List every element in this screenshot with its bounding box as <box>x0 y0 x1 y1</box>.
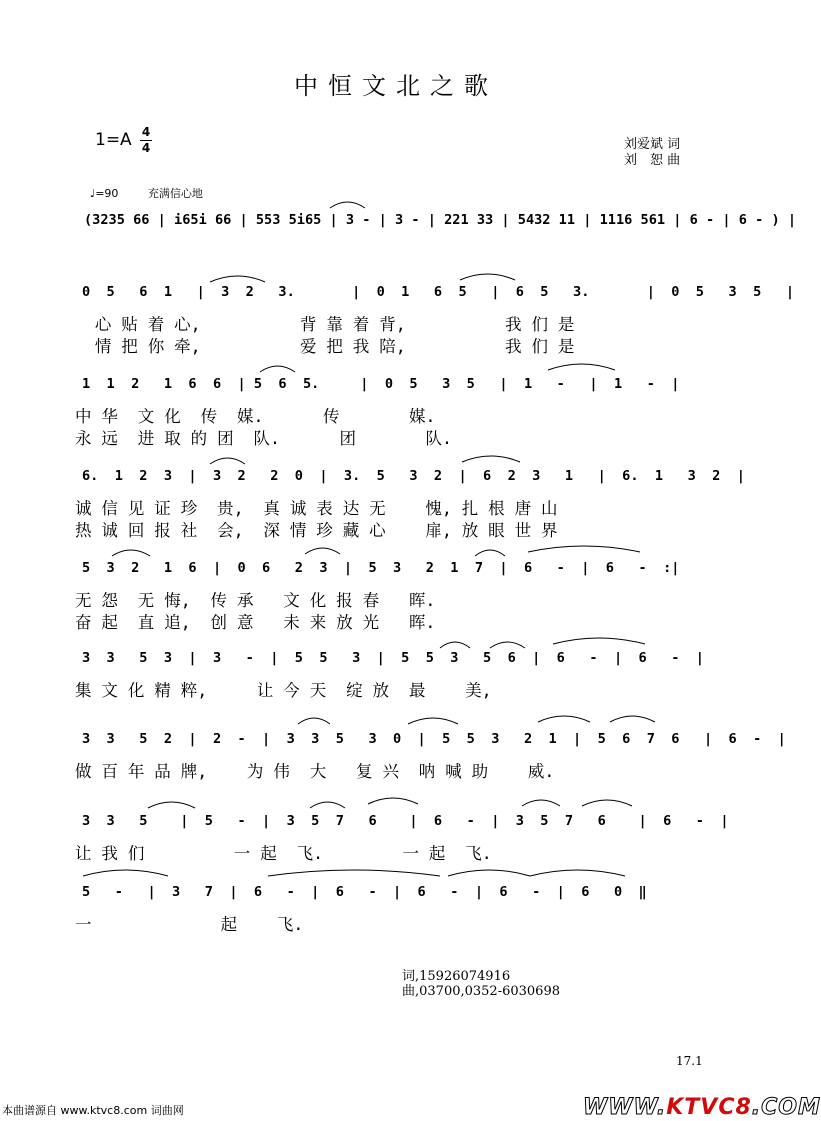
notation-row-2: 0 5 6 1 | 3 2 3. | 0 1 6 5 | 6 5 3. | 0 5 3 5 | <box>82 284 795 300</box>
slur-arc <box>462 456 520 462</box>
notation-row-6: 3 3 5 3 | 3 - | 5 5 3 | 5 5 3 5 6 | 6 - | 6 - | <box>82 650 704 666</box>
slur-arc <box>548 364 615 370</box>
tempo-expression: 充满信心地 <box>147 187 203 200</box>
slur-arc <box>210 276 265 282</box>
slur-arc <box>448 870 530 876</box>
slur-arc <box>408 718 458 724</box>
contact-lyricist: 词,15926074916 <box>402 969 511 984</box>
slur-arc <box>310 802 345 808</box>
key-signature: 1=A <box>95 130 132 150</box>
lyric-row-4-verse-2: 热 诚 回 报 社 会, 深 情 珍 藏 心 扉, 放 眼 世 界 <box>75 521 558 540</box>
footer-logo-www: WWW. <box>583 1095 667 1120</box>
notation-row-9: 5 - | 3 7 | 6 - | 6 - | 6 - | 6 - | 6 0 ‖ <box>82 884 647 900</box>
lyric-row-6-verse-1: 集 文 化 精 粹, 让 今 天 绽 放 最 美, <box>75 681 492 700</box>
lyricist-credit: 刘爱斌 词 <box>624 137 681 152</box>
contact-composer: 曲,03700,0352-6030698 <box>402 984 560 999</box>
slur-arc <box>298 718 330 724</box>
slur-arc <box>538 716 590 722</box>
slur-arc <box>440 642 470 648</box>
slur-arc <box>148 802 195 808</box>
slur-arc <box>210 458 245 464</box>
notation-row-5: 5 3 2 1 6 | 0 6 2 3 | 5 3 2 1 7 | 6 - | 6 - :| <box>82 560 680 576</box>
slur-arc <box>475 550 505 556</box>
slur-arc <box>553 638 645 644</box>
slur-arc <box>530 870 625 876</box>
slur-arc <box>330 202 365 208</box>
slur-arc <box>582 800 632 806</box>
lyric-row-4-verse-1: 诚 信 见 证 珍 贵, 真 诚 表 达 无 愧, 扎 根 唐 山 <box>75 499 558 518</box>
slur-arc <box>260 366 295 372</box>
slur-arc <box>305 548 340 554</box>
notation-row-7: 3 3 5 2 | 2 - | 3 3 5 3 0 | 5 5 3 2 1 | 5 6 7 6 | 6 - | <box>82 731 786 747</box>
lyric-row-2-verse-2: 情 把 你 牵, 爱 把 我 陪, 我 们 是 <box>75 337 575 356</box>
footer-source-text: 本曲谱源自 www.ktvc8.com 词曲网 <box>2 1104 184 1117</box>
footer-logo-com: .COM <box>751 1095 821 1120</box>
notation-row-4: 6. 1 2 3 | 3 2 2 0 | 3. 5 3 2 | 6 2 3 1 | 6. 1 3 2 | <box>82 468 745 484</box>
slur-arc <box>83 870 168 876</box>
slur-arc <box>460 274 515 280</box>
lyric-row-8-verse-1: 让 我 们 一 起 飞. 一 起 飞. <box>75 844 492 863</box>
time-signature-bottom: 4 <box>141 141 151 155</box>
slur-arc <box>112 550 150 556</box>
notation-row-8: 3 3 5 | 5 - | 3 5 7 6 | 6 - | 3 5 7 6 | 6 - | <box>82 813 729 829</box>
tempo-mark: ♩=90 <box>90 187 119 200</box>
lyric-row-7-verse-1: 做 百 年 品 牌, 为 伟 大 复 兴 呐 喊 助 威. <box>75 762 555 781</box>
slur-arc <box>528 546 640 552</box>
lyric-row-5-verse-1: 无 怨 无 悔, 传 承 文 化 报 春 晖. <box>75 591 436 610</box>
time-signature-top: 4 <box>141 125 151 139</box>
slur-arc <box>522 800 560 806</box>
lyric-row-9-verse-1: 一 起 飞. <box>75 915 304 934</box>
lyric-row-3-verse-2: 永 远 进 取 的 团 队. 团 队. <box>75 429 452 448</box>
composer-credit: 刘 恕 曲 <box>624 153 681 168</box>
slur-arc <box>610 716 655 722</box>
lyric-row-3-verse-1: 中 华 文 化 传 媒. 传 媒. <box>75 407 436 426</box>
notation-row-1: (3235 66 | i65i 66 | 553 5i65 | 3 - | 3 - | 221 33 | 5432 11 | 1116 561 | 6 - | 6 - ) | <box>84 212 797 228</box>
slur-arc <box>490 642 525 648</box>
song-title: 中恒文北之歌 <box>294 72 498 100</box>
page-number: 17.1 <box>676 1054 703 1068</box>
footer-logo-brand: KTVC8 <box>666 1095 752 1120</box>
slur-arc <box>368 798 418 804</box>
lyric-row-2-verse-1: 心 贴 着 心, 背 靠 着 背, 我 们 是 <box>75 315 575 334</box>
lyric-row-5-verse-2: 奋 起 直 追, 创 意 未 来 放 光 晖. <box>75 613 436 632</box>
notation-row-3: 1 1 2 1 6 6 | 5 6 5. | 0 5 3 5 | 1 - | 1 - | <box>82 376 680 392</box>
slur-arc <box>268 870 440 876</box>
